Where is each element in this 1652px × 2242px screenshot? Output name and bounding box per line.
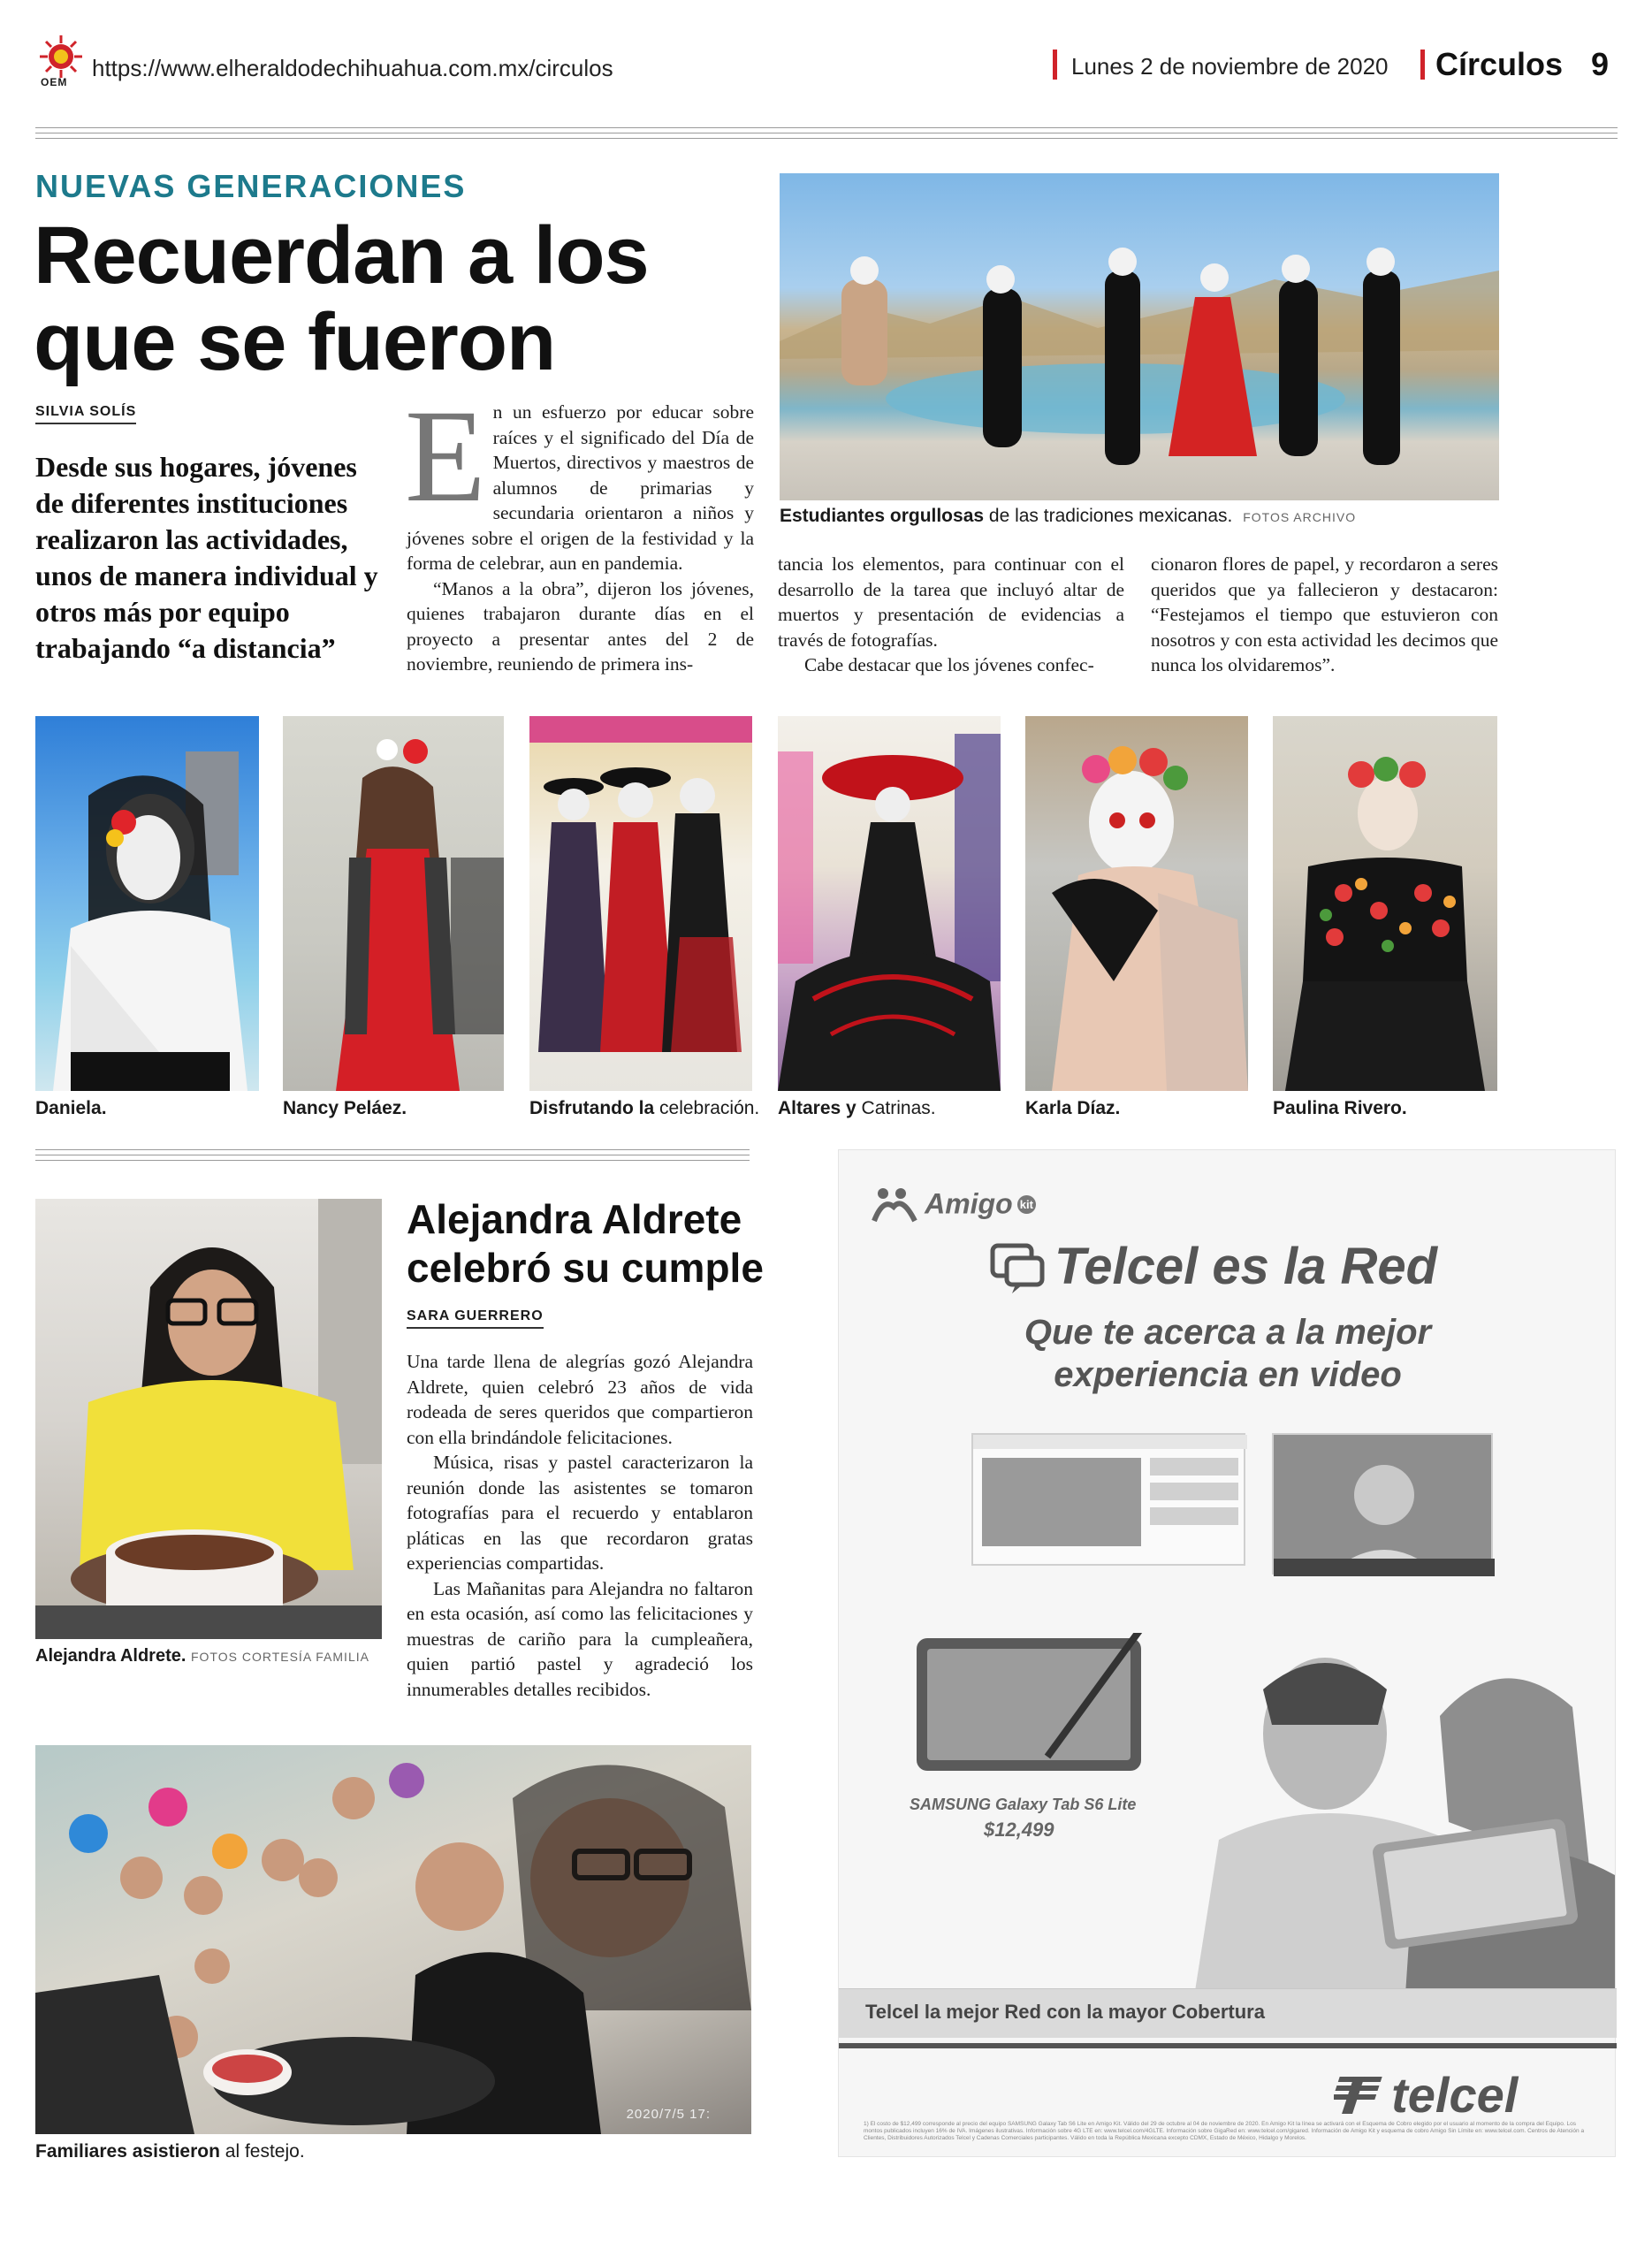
section-rule-1 — [35, 1149, 750, 1150]
oem-logo-text: OEM — [41, 76, 68, 88]
amigo-logo — [871, 1186, 1036, 1223]
family-photo — [35, 1745, 751, 2134]
kicker: NUEVAS GENERACIONES — [35, 168, 467, 204]
headline-line-1: Recuerdan a los — [34, 210, 649, 301]
gallery-caption-4-bold: Altares y — [778, 1098, 856, 1118]
article2-headline — [407, 1195, 764, 1293]
article1-col3 — [1151, 552, 1498, 678]
gallery-caption-2-bold: Nancy Peláez. — [283, 1098, 407, 1118]
family-caption-rest: al festejo. — [219, 2141, 305, 2162]
main-photo-caption — [780, 506, 1356, 527]
header-url[interactable]: https://www.elheraldodechihuahua.com.mx/circulos — [92, 55, 613, 81]
article2-headline-line-1: Alejandra Aldrete — [407, 1196, 742, 1242]
telcel-logo-text: telcel — [1391, 2067, 1519, 2123]
gallery-caption-3-rest: celebración. — [654, 1098, 760, 1118]
gallery-caption-1-bold: Daniela. — [35, 1098, 107, 1118]
article2-p1: Una tarde llena de alegrías gozó Alejandra Aldrete, quien celebró 23 años de vida rodeada de seres queridos que compartieron con ella brindándole felicitaciones. — [407, 1351, 753, 1448]
header-logo — [34, 34, 88, 88]
ad-divider — [839, 2043, 1617, 2048]
telcel-ad[interactable] — [838, 1149, 1616, 2157]
gallery-caption-6-bold: Paulina Rivero. — [1273, 1098, 1407, 1118]
ad-subtitle — [927, 1311, 1528, 1396]
gallery-photo-daniela — [35, 716, 259, 1091]
article1-col1-p2: “Manos a la obra”, dijeron los jóvenes, quienes trabajaron durante días en el proyecto a presentar antes del 2 de noviembre, reuniendo de primera ins- — [407, 577, 754, 675]
section-rule-3 — [35, 1160, 750, 1161]
main-photo — [780, 173, 1499, 500]
article1-col2-p1: tancia los elementos, para continuar con el desarrollo de la tarea que incluyó altar de muertos y presentación de evidencias a través de fotografías. — [778, 553, 1124, 651]
article2-p3: Las Mañanitas para Alejandra no faltaron en esta ocasión, así como las felicitaciones y muestras de cariño para la cumpleañera, quien partió pastel y agradeció los innumerables detalles recibidos. — [407, 1577, 753, 1700]
page-number: 9 — [1591, 46, 1610, 82]
gallery-caption-6 — [1273, 1098, 1407, 1119]
family-photo-caption — [35, 2141, 305, 2162]
article2-p2: Música, risas y pastel caracterizaron la reunión donde las asistentes se tomaron fotografías para el recuerdo y entablaron pláticas en las que recordaron gratas experiencias compartidas. — [407, 1452, 753, 1574]
byline-2 — [407, 1307, 544, 1329]
header-date: Lunes 2 de noviembre de 2020 — [1071, 53, 1389, 80]
ad-people-photo — [1192, 1610, 1615, 2008]
headline — [34, 212, 649, 385]
gallery-caption-1 — [35, 1098, 107, 1119]
gallery-caption-5-bold: Karla Díaz. — [1025, 1098, 1121, 1118]
byline-1 — [35, 402, 136, 424]
header-section: Círculos — [1435, 46, 1564, 82]
article1-col2 — [778, 552, 1124, 678]
video-call-screenshot — [1272, 1433, 1493, 1575]
gallery-photo-paulina — [1273, 716, 1497, 1091]
header-rule-1 — [35, 127, 1618, 128]
ad-product-price: $12,499 — [984, 1819, 1054, 1841]
alejandra-photo — [35, 1199, 382, 1639]
ad-subtitle-line-2: experiencia en video — [1054, 1355, 1402, 1394]
alejandra-caption-bold: Alejandra Aldrete. — [35, 1646, 187, 1666]
amigo-kit: kit — [1017, 1195, 1036, 1214]
main-caption-bold: Estudiantes orgullosas — [780, 506, 985, 526]
article2-headline-line-2: celebró su cumple — [407, 1245, 764, 1291]
gallery-caption-2 — [283, 1098, 407, 1119]
tablet-illustration — [915, 1633, 1143, 1774]
section-accent-bar — [1420, 50, 1425, 80]
chat-icon — [989, 1242, 1047, 1300]
gallery-caption-4 — [778, 1098, 936, 1119]
headline-line-2: que se fueron — [34, 297, 556, 387]
family-caption-bold: Familiares asistieron — [35, 2141, 220, 2162]
gallery-photo-celebracion — [529, 716, 752, 1091]
alejandra-caption-credit: FOTOS CORTESÍA FAMILIA — [190, 1650, 369, 1664]
main-caption-rest: de las tradiciones mexicanas. — [984, 506, 1233, 526]
gallery-photo-nancy — [283, 716, 504, 1091]
ad-subtitle-line-1: Que te acerca a la mejor — [1024, 1313, 1432, 1352]
article1-col2-p2: Cabe destacar que los jóvenes confec- — [804, 654, 1094, 675]
family-photo-timestamp: 2020/7/5 17: — [626, 2107, 711, 2122]
article1-col1-p1: n un esfuerzo por educar sobre raíces y el significado del Día de Muertos, directivos y maestros de alumnos de primarias y secundaria orientaron a niños y jóvenes sobre el origen de la festividad y la forma de celebrar, aun en pandemia. — [407, 401, 754, 574]
telcel-logo-mark-icon — [1334, 2073, 1387, 2117]
ad-product-name: SAMSUNG Galaxy Tab S6 Lite — [910, 1796, 1137, 1813]
gallery-caption-5 — [1025, 1098, 1120, 1119]
alejandra-caption — [35, 1646, 369, 1666]
main-caption-credit: FOTOS ARCHIVO — [1243, 510, 1357, 524]
ad-fine-print: 1) El costo de $12,499 corresponde al precio del equipo SAMSUNG Galaxy Tab S6 Lite en Amigo Kit. Válido del 29 de octubre al 04 de noviembre de 2020. En Amigo Kit la línea se activará con el Esquema de Cobro elegido por el usuario al momento de la compra del Equipo. Los montos publicados incluyen 16% de IVA. Imágenes ilustrativas. Información sobre 4G LTE en: www.telcel.com/4GLTE. Información sobre GigaRed en: www.telcel.com/gigared. Información de Amigo Kit y esquema de cobro Amigo Sin Límite en: www.telcel.com. Centros de Atención a Clientes, Distribuidores Autorizados Telcel y Cadenas Comerciales participantes. Válido en toda la República Mexicana excepto CDMX, Estado de México, Hidalgo y Morelos. — [864, 2121, 1585, 2141]
article1-col3-p1: cionaron flores de papel, y recordaron a seres queridos que ya fallecieron y destacaron: “Festejamos el tiempo que estuvieron con nosotros y con esta actividad les decimos que nunca los olvidaremos”. — [1151, 553, 1498, 675]
article2-body — [407, 1349, 753, 1702]
amigo-brand: Amigo — [925, 1187, 1013, 1220]
article1-col1 — [405, 383, 754, 677]
byline-1-text: SILVIA SOLÍS — [35, 404, 136, 424]
ad-tagline: Telcel la mejor Red con la mayor Cobertura — [865, 2001, 1265, 2023]
byline-2-text: SARA GUERRERO — [407, 1308, 544, 1329]
header-rule-3 — [35, 138, 1618, 139]
gallery-caption-4-rest: Catrinas. — [856, 1098, 936, 1118]
gallery-caption-3 — [529, 1098, 759, 1119]
amigo-figure-icon — [871, 1186, 920, 1223]
ad-title: Telcel es la Red — [1054, 1238, 1438, 1295]
gallery-photo-altares — [778, 716, 1001, 1091]
telcel-logo — [1334, 2066, 1518, 2124]
date-accent-bar — [1053, 50, 1057, 80]
video-player-screenshot — [971, 1433, 1245, 1566]
dropcap: E — [405, 383, 486, 530]
gallery-photo-karla — [1025, 716, 1248, 1091]
deck: Desde sus hogares, jóvenes de diferentes instituciones realizaron las actividades, unos de manera individual y otros más por equipo trabajando “a distancia” — [35, 451, 378, 664]
gallery-caption-3-bold: Disfrutando la — [529, 1098, 655, 1118]
